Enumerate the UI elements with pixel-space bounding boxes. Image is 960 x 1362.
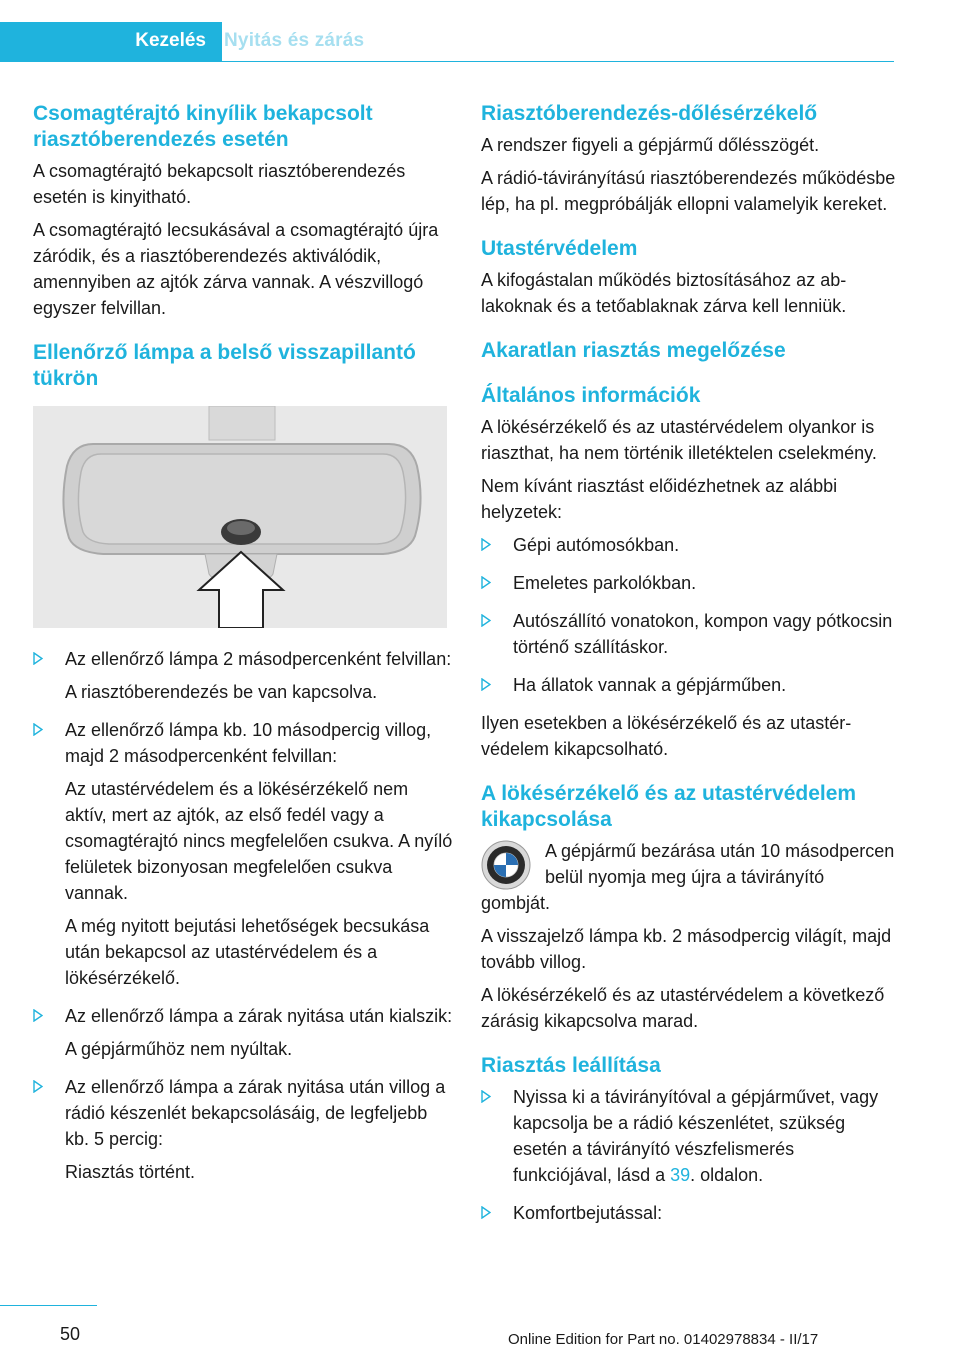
chapter-tab-label: Kezelés [135,30,206,51]
paragraph: A rendszer figyeli a gépjármű dőlésszögét. [481,135,820,155]
list-item-text: Az ellenőrző lámpa a zárak nyitása után villog a rádió készenlét bekapcsolásáig, de legfeljebb kb. 5 percig: [65,1077,446,1149]
paragraph: A kifogástalan működés biztosításához az ablakoknak és a tetőablaknak zárva kell lenniük. [481,270,847,316]
list-item-text-start: Nyissa ki a távirányítóval a gépjárművet, vagy kapcsolja be a rádió készenlétet, szükség esetén a távirányító vészfelismerés funkciójával, lásd a [513,1087,879,1185]
paragraph: A lökésérzékelő és az utastérvédelem a következő zárásig kikapcsolva marad. [481,985,885,1031]
triangle-right-icon [481,1090,491,1103]
section-title-avoid-false-alarm: Akaratlan riasztás megelőzése [481,339,786,362]
list-item-text: Gépi autómosókban. [513,535,680,555]
section-title-disable-sensors: A lökésérzékelő és az utastérvédelem kikapcsolása [481,782,857,831]
section-tab[interactable]: Nyitás és zárás [224,30,365,51]
paragraph: A rádió-távirányítású riasztóberendezés működésbe lép, ha pl. megpróbálják ellopni valamelyik kereket. [481,168,896,214]
list-item [33,717,453,991]
list-item [481,672,897,698]
triangle-right-icon [33,652,43,665]
triangle-right-icon [33,1009,43,1022]
paragraph: Nem kívánt riasztást előidézhetnek az alábbi helyzetek: [481,476,838,522]
list-item-subtext: A még nyitott bejutási lehetőségek becsukása után bekapcsol az utastérvédelem és a lökésérzékelő. [65,916,430,988]
paragraph: A gépjármű bezárása után 10 másodpercen belül nyomja meg újra a távirányító gombját. [481,841,895,913]
section-title-indicator-lamp: Ellenőrző lámpa a belső visszapillantó tükrön [33,341,416,390]
section-title-tilt-sensor: Riasztóberendezés-dőlésérzékelő [481,102,818,125]
paragraph: A lökésérzékelő és az utastérvédelem olyankor is riaszthat, ha nem történik illetéktelen cselekmény. [481,417,877,463]
triangle-right-icon [481,576,491,589]
list-item-text: Az ellenőrző lámpa a zárak nyitása után kialszik: [65,1006,453,1026]
list-item-text: Az ellenőrző lámpa 2 másodpercenként felvillan: [65,649,452,669]
chapter-tab-active[interactable] [0,22,222,62]
list-item [481,1084,897,1188]
list-item [481,570,897,596]
list-item-subtext: A gépjárműhöz nem nyúltak. [65,1039,293,1059]
list-item-subtext: Az utastérvédelem és a lökésérzékelő nem aktív, mert az ajtók, az első fedél vagy a csomagtérajtó nincs megfelelően csukva. A nyíló felületek bizonyosan megfelelően csukva vannak. [65,779,453,903]
indicator-lamp-list [33,646,453,1185]
right-column [481,101,897,1238]
paragraph: A visszajelző lámpa kb. 2 másodpercig világít, majd tovább villog. [481,926,892,972]
list-item-text: Az ellenőrző lámpa kb. 10 másodpercig villog, majd 2 másodpercenként felvillan: [65,720,432,766]
triangle-right-icon [481,614,491,627]
list-item [33,1074,453,1185]
list-item [33,646,453,705]
header-divider [0,61,894,62]
footer-divider [0,1305,97,1306]
edition-note: Online Edition for Part no. 01402978834 - II/17 [508,1331,819,1348]
triangle-right-icon [33,723,43,736]
list-item-text: Autószállító vonatokon, kompon vagy pótkocsin történő szállításkor. [513,611,893,657]
page-header [0,0,960,62]
mirror-image [33,406,447,628]
triangle-right-icon [481,1206,491,1219]
list-item-subtext: A riasztóberendezés be van kapcsolva. [65,682,378,702]
triangle-right-icon [33,1080,43,1093]
list-item-text: Emeletes parkolókban. [513,573,697,593]
rearview-mirror-illustration [33,406,447,628]
triangle-right-icon [481,678,491,691]
paragraph: A csomagtérajtó bekapcsolt riasztóberendezés esetén is kinyitható. [33,161,406,207]
triangle-right-icon [481,538,491,551]
list-item-text-end: . oldalon. [690,1165,764,1185]
section-title-stop-alarm: Riasztás leállítása [481,1054,661,1077]
list-item-subtext: Riasztás történt. [65,1162,196,1182]
remote-button-instruction [481,838,897,916]
list-item [481,608,897,660]
list-item [481,1200,897,1226]
page-number: 50 [60,1324,81,1344]
list-item [481,532,897,558]
stop-alarm-list [481,1084,897,1226]
paragraph: Ilyen esetekben a lökésérzékelő és az utastérvédelem kikapcsolható. [481,713,852,759]
false-alarm-situations-list [481,532,897,698]
left-column [33,101,453,1197]
page-reference-link[interactable]: 39 [670,1165,691,1185]
list-item-text: Komfortbejutással: [513,1203,663,1223]
subsection-title-general-info: Általános információk [481,384,701,407]
section-title-interior-protection: Utastérvédelem [481,237,638,260]
bmw-logo-icon [481,840,531,890]
list-item [33,1003,453,1062]
list-item-text [513,1084,897,1188]
paragraph: A csomagtérajtó lecsukásával a csomagtérajtó újra záródik, és a riasztóberendezés aktiválódik, amennyiben az ajtók zárva vannak. A vészvillogó egyszer felvillan. [33,220,439,318]
section-title-trunk-alarm: Csomagtérajtó kinyílik bekapcsolt riasztóberendezés esetén [33,102,373,151]
list-item-text: Ha állatok vannak a gépjárműben. [513,675,787,695]
